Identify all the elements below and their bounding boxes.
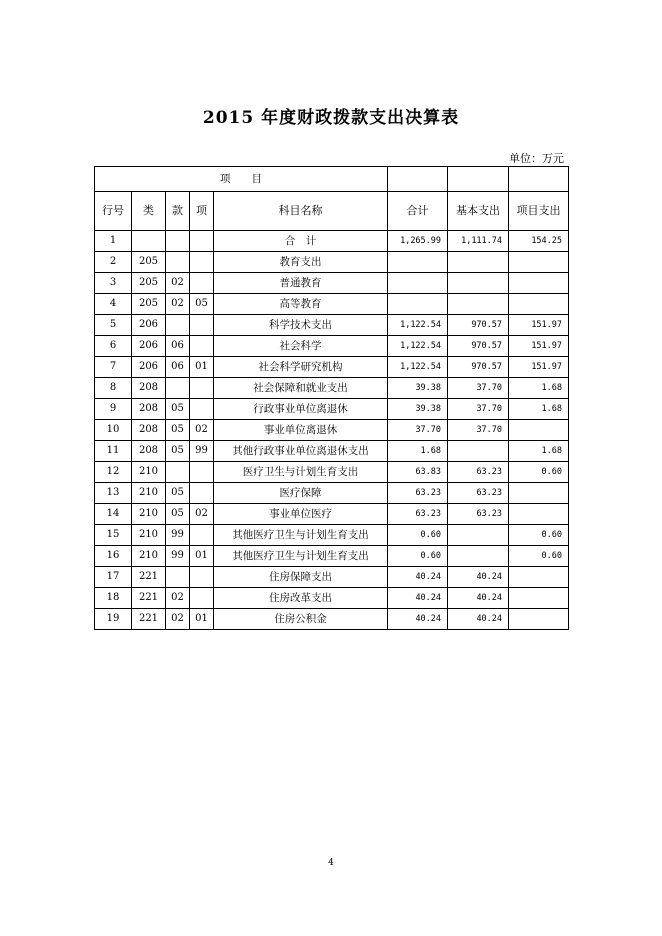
project-amount-cell: 0.60 [509, 525, 569, 546]
total-amount-cell: 37.70 [388, 420, 448, 441]
project-amount-cell: 154.25 [509, 231, 569, 252]
subject-name-cell: 医疗卫生与计划生育支出 [214, 462, 388, 483]
header-kuan: 款 [166, 192, 190, 231]
row-number-cell: 12 [95, 462, 132, 483]
subject-name-cell: 科学技术支出 [214, 315, 388, 336]
kuan-code-cell: 05 [166, 504, 190, 525]
total-amount-cell: 39.38 [388, 378, 448, 399]
xiang-code-cell [190, 588, 214, 609]
total-amount-cell [388, 294, 448, 315]
xiang-code-cell: 01 [190, 609, 214, 630]
total-amount-cell [388, 252, 448, 273]
kuan-code-cell: 05 [166, 420, 190, 441]
project-amount-cell [509, 483, 569, 504]
table-row [95, 504, 569, 525]
basic-amount-cell: 40.24 [448, 567, 509, 588]
total-amount-cell: 0.60 [388, 546, 448, 567]
row-number-cell: 6 [95, 336, 132, 357]
project-amount-cell: 1.68 [509, 441, 569, 462]
row-number-cell: 3 [95, 273, 132, 294]
table-row [95, 441, 569, 462]
total-amount-cell: 63.23 [388, 504, 448, 525]
lei-code-cell: 210 [132, 462, 166, 483]
lei-code-cell: 206 [132, 357, 166, 378]
lei-code-cell: 206 [132, 336, 166, 357]
xiang-code-cell [190, 567, 214, 588]
basic-amount-cell: 37.70 [448, 378, 509, 399]
table-row [95, 294, 569, 315]
lei-code-cell: 205 [132, 252, 166, 273]
kuan-code-cell: 02 [166, 588, 190, 609]
table-row [95, 252, 569, 273]
project-amount-cell: 1.68 [509, 399, 569, 420]
kuan-code-cell [166, 252, 190, 273]
xiang-code-cell [190, 231, 214, 252]
total-amount-cell: 40.24 [388, 567, 448, 588]
subject-name-cell: 社会科学研究机构 [214, 357, 388, 378]
table-row [95, 420, 569, 441]
lei-code-cell: 208 [132, 378, 166, 399]
row-number-cell: 2 [95, 252, 132, 273]
xiang-code-cell [190, 252, 214, 273]
header-blank-cell [509, 167, 569, 192]
table-row [95, 231, 569, 252]
header-basic: 基本支出 [448, 192, 509, 231]
basic-amount-cell: 970.57 [448, 336, 509, 357]
header-row-columns [95, 192, 569, 231]
basic-amount-cell: 63.23 [448, 462, 509, 483]
row-number-cell: 8 [95, 378, 132, 399]
table-row [95, 378, 569, 399]
table-row [95, 588, 569, 609]
kuan-code-cell: 06 [166, 336, 190, 357]
project-amount-cell [509, 252, 569, 273]
xiang-code-cell [190, 525, 214, 546]
kuan-code-cell [166, 378, 190, 399]
basic-amount-cell: 37.70 [448, 399, 509, 420]
subject-name-cell: 合 计 [214, 231, 388, 252]
project-amount-cell: 1.68 [509, 378, 569, 399]
kuan-code-cell: 06 [166, 357, 190, 378]
table-row [95, 462, 569, 483]
table-row [95, 315, 569, 336]
table-row [95, 546, 569, 567]
project-amount-cell [509, 294, 569, 315]
kuan-code-cell: 02 [166, 609, 190, 630]
basic-amount-cell: 970.57 [448, 357, 509, 378]
kuan-code-cell [166, 462, 190, 483]
unit-label: 单位：万元 [509, 152, 564, 165]
total-amount-cell: 1.68 [388, 441, 448, 462]
row-number-cell: 17 [95, 567, 132, 588]
basic-amount-cell [448, 546, 509, 567]
kuan-code-cell: 99 [166, 546, 190, 567]
lei-code-cell: 221 [132, 609, 166, 630]
lei-code-cell [132, 231, 166, 252]
xiang-code-cell [190, 399, 214, 420]
total-amount-cell: 40.24 [388, 588, 448, 609]
subject-name-cell: 事业单位医疗 [214, 504, 388, 525]
basic-amount-cell [448, 441, 509, 462]
subject-name-cell: 住房改革支出 [214, 588, 388, 609]
xiang-code-cell [190, 483, 214, 504]
table-row [95, 357, 569, 378]
subject-name-cell: 住房公积金 [214, 609, 388, 630]
basic-amount-cell [448, 525, 509, 546]
project-amount-cell: 151.97 [509, 336, 569, 357]
total-amount-cell: 63.23 [388, 483, 448, 504]
basic-amount-cell [448, 273, 509, 294]
subject-name-cell: 社会科学 [214, 336, 388, 357]
xiang-code-cell [190, 336, 214, 357]
project-amount-cell [509, 273, 569, 294]
xiang-code-cell [190, 462, 214, 483]
total-amount-cell: 1,122.54 [388, 357, 448, 378]
total-amount-cell: 0.60 [388, 525, 448, 546]
basic-amount-cell [448, 294, 509, 315]
lei-code-cell: 210 [132, 546, 166, 567]
header-lei: 类 [132, 192, 166, 231]
table-row [95, 399, 569, 420]
table-row [95, 336, 569, 357]
subject-name-cell: 住房保障支出 [214, 567, 388, 588]
total-amount-cell: 1,122.54 [388, 336, 448, 357]
header-xiang: 项 [190, 192, 214, 231]
project-amount-cell [509, 609, 569, 630]
kuan-code-cell: 05 [166, 399, 190, 420]
table-row [95, 525, 569, 546]
xiang-code-cell [190, 315, 214, 336]
project-amount-cell: 0.60 [509, 462, 569, 483]
header-project: 项目支出 [509, 192, 569, 231]
basic-amount-cell: 40.24 [448, 588, 509, 609]
table-row [95, 609, 569, 630]
basic-amount-cell: 37.70 [448, 420, 509, 441]
subject-name-cell: 社会保障和就业支出 [214, 378, 388, 399]
total-amount-cell: 39.38 [388, 399, 448, 420]
xiang-code-cell: 99 [190, 441, 214, 462]
kuan-code-cell: 02 [166, 273, 190, 294]
subject-name-cell: 普通教育 [214, 273, 388, 294]
budget-table [94, 166, 569, 630]
xiang-code-cell: 05 [190, 294, 214, 315]
project-amount-cell: 0.60 [509, 546, 569, 567]
table-row [95, 273, 569, 294]
basic-amount-cell: 1,111.74 [448, 231, 509, 252]
kuan-code-cell [166, 567, 190, 588]
kuan-code-cell: 02 [166, 294, 190, 315]
row-number-cell: 15 [95, 525, 132, 546]
project-amount-cell [509, 504, 569, 525]
subject-name-cell: 医疗保障 [214, 483, 388, 504]
total-amount-cell [388, 273, 448, 294]
subject-name-cell: 事业单位离退休 [214, 420, 388, 441]
kuan-code-cell: 99 [166, 525, 190, 546]
row-number-cell: 9 [95, 399, 132, 420]
header-row-group [95, 167, 569, 192]
lei-code-cell: 208 [132, 420, 166, 441]
subject-name-cell: 高等教育 [214, 294, 388, 315]
project-amount-cell [509, 420, 569, 441]
header-total: 合计 [388, 192, 448, 231]
total-amount-cell: 1,265.99 [388, 231, 448, 252]
kuan-code-cell: 05 [166, 483, 190, 504]
row-number-cell: 16 [95, 546, 132, 567]
basic-amount-cell: 63.23 [448, 504, 509, 525]
row-number-cell: 11 [95, 441, 132, 462]
row-number-cell: 18 [95, 588, 132, 609]
lei-code-cell: 210 [132, 525, 166, 546]
project-amount-cell: 151.97 [509, 357, 569, 378]
xiang-code-cell: 01 [190, 546, 214, 567]
xiang-code-cell [190, 273, 214, 294]
header-blank-cell [388, 167, 448, 192]
lei-code-cell: 208 [132, 399, 166, 420]
lei-code-cell: 205 [132, 294, 166, 315]
subject-name-cell: 教育支出 [214, 252, 388, 273]
header-subject: 科目名称 [214, 192, 388, 231]
row-number-cell: 19 [95, 609, 132, 630]
kuan-code-cell [166, 315, 190, 336]
xiang-code-cell: 02 [190, 420, 214, 441]
basic-amount-cell: 970.57 [448, 315, 509, 336]
xiang-code-cell [190, 378, 214, 399]
lei-code-cell: 210 [132, 483, 166, 504]
total-amount-cell: 1,122.54 [388, 315, 448, 336]
lei-code-cell: 206 [132, 315, 166, 336]
xiang-code-cell: 01 [190, 357, 214, 378]
lei-code-cell: 205 [132, 273, 166, 294]
header-blank-cell [448, 167, 509, 192]
subject-name-cell: 其他医疗卫生与计划生育支出 [214, 525, 388, 546]
total-amount-cell: 40.24 [388, 609, 448, 630]
table-row [95, 483, 569, 504]
lei-code-cell: 210 [132, 504, 166, 525]
row-number-cell: 14 [95, 504, 132, 525]
project-amount-cell: 151.97 [509, 315, 569, 336]
kuan-code-cell: 05 [166, 441, 190, 462]
total-amount-cell: 63.83 [388, 462, 448, 483]
kuan-code-cell [166, 231, 190, 252]
project-amount-cell [509, 588, 569, 609]
lei-code-cell: 221 [132, 588, 166, 609]
row-number-cell: 13 [95, 483, 132, 504]
subject-name-cell: 其他医疗卫生与计划生育支出 [214, 546, 388, 567]
page-title: 2015 年度财政拨款支出决算表 [202, 108, 460, 128]
basic-amount-cell: 40.24 [448, 609, 509, 630]
header-row-no: 行号 [95, 192, 132, 231]
basic-amount-cell: 63.23 [448, 483, 509, 504]
project-amount-cell [509, 567, 569, 588]
row-number-cell: 10 [95, 420, 132, 441]
table-row [95, 567, 569, 588]
row-number-cell: 7 [95, 357, 132, 378]
basic-amount-cell [448, 252, 509, 273]
page-number: 4 [328, 858, 334, 868]
row-number-cell: 1 [95, 231, 132, 252]
row-number-cell: 5 [95, 315, 132, 336]
lei-code-cell: 221 [132, 567, 166, 588]
xiang-code-cell: 02 [190, 504, 214, 525]
subject-name-cell: 其他行政事业单位离退休支出 [214, 441, 388, 462]
row-number-cell: 4 [95, 294, 132, 315]
lei-code-cell: 208 [132, 441, 166, 462]
header-group-cell: 项 目 [95, 167, 388, 192]
subject-name-cell: 行政事业单位离退休 [214, 399, 388, 420]
